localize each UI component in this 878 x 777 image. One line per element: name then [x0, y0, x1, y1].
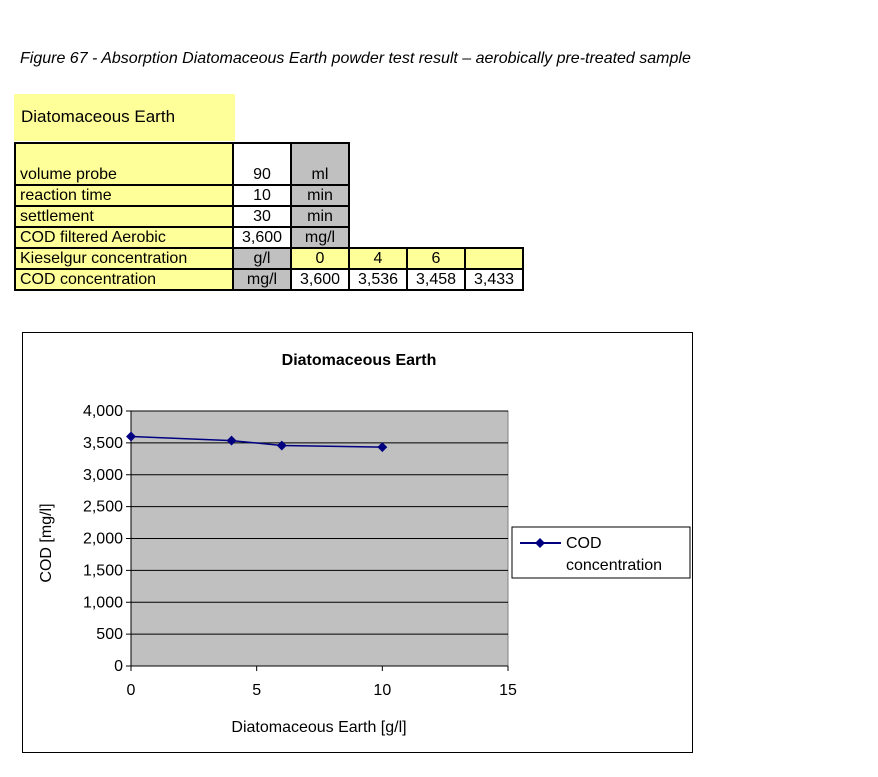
x-tick-label: 5	[252, 682, 262, 699]
table-row	[15, 227, 523, 248]
x-tick-label: 10	[373, 682, 392, 699]
table-row	[15, 206, 523, 227]
kieselgur-value: 0	[291, 248, 349, 269]
param-unit: ml	[291, 143, 349, 185]
kieselgur-value	[465, 248, 523, 269]
figure-caption: Figure 67 - Absorption Diatomaceous Earth powder test result – aerobically pre-treated sample	[20, 50, 691, 67]
param-value: 3,600	[233, 227, 291, 248]
x-axis-title: Diatomaceous Earth [g/l]	[231, 719, 407, 736]
param-label: COD filtered Aerobic	[15, 227, 233, 248]
y-axis-title: COD [mg/l]	[38, 503, 55, 583]
cod-unit: mg/l	[233, 269, 291, 290]
table-row	[15, 269, 523, 290]
param-unit: mg/l	[291, 227, 349, 248]
y-tick-label: 2,500	[82, 498, 123, 516]
param-value: 30	[233, 206, 291, 227]
param-label: reaction time	[15, 185, 233, 206]
kieselgur-value: 4	[349, 248, 407, 269]
param-value: 10	[233, 185, 291, 206]
cod-label: COD concentration	[15, 269, 233, 290]
y-tick-label: 500	[96, 626, 123, 644]
kieselgur-value: 6	[407, 248, 465, 269]
y-tick-label: 3,500	[82, 434, 123, 452]
table-row	[15, 185, 523, 206]
y-tick-label: 1,500	[82, 562, 123, 580]
kieselgur-label: Kieselgur concentration	[15, 248, 233, 269]
chart-title: Diatomaceous Earth	[281, 352, 437, 369]
legend-label-line1: COD	[566, 535, 602, 552]
param-unit: min	[291, 185, 349, 206]
cod-value: 3,536	[349, 269, 407, 290]
legend-label-line2: concentration	[566, 557, 663, 574]
cod-value: 3,433	[465, 269, 523, 290]
param-unit: min	[291, 206, 349, 227]
x-tick-label: 15	[499, 682, 517, 699]
legend	[512, 527, 690, 578]
param-value: 90	[233, 143, 291, 185]
y-tick-label: 4,000	[82, 403, 123, 420]
parameters-table	[14, 142, 524, 291]
table-header-label: Diatomaceous Earth	[14, 94, 235, 141]
cod-value: 3,458	[407, 269, 465, 290]
y-tick-label: 3,000	[82, 466, 123, 484]
param-label: settlement	[15, 206, 233, 227]
y-tick-label: 2,000	[82, 530, 123, 548]
y-tick-label: 1,000	[82, 594, 123, 612]
chart-svg	[23, 333, 692, 752]
cod-value: 3,600	[291, 269, 349, 290]
table-row	[15, 143, 523, 185]
y-tick-label: 0	[114, 658, 123, 675]
kieselgur-unit: g/l	[233, 248, 291, 269]
param-label: volume probe	[15, 143, 233, 185]
table-row	[15, 248, 523, 269]
x-tick-label: 0	[126, 682, 136, 699]
chart-container	[22, 332, 693, 753]
